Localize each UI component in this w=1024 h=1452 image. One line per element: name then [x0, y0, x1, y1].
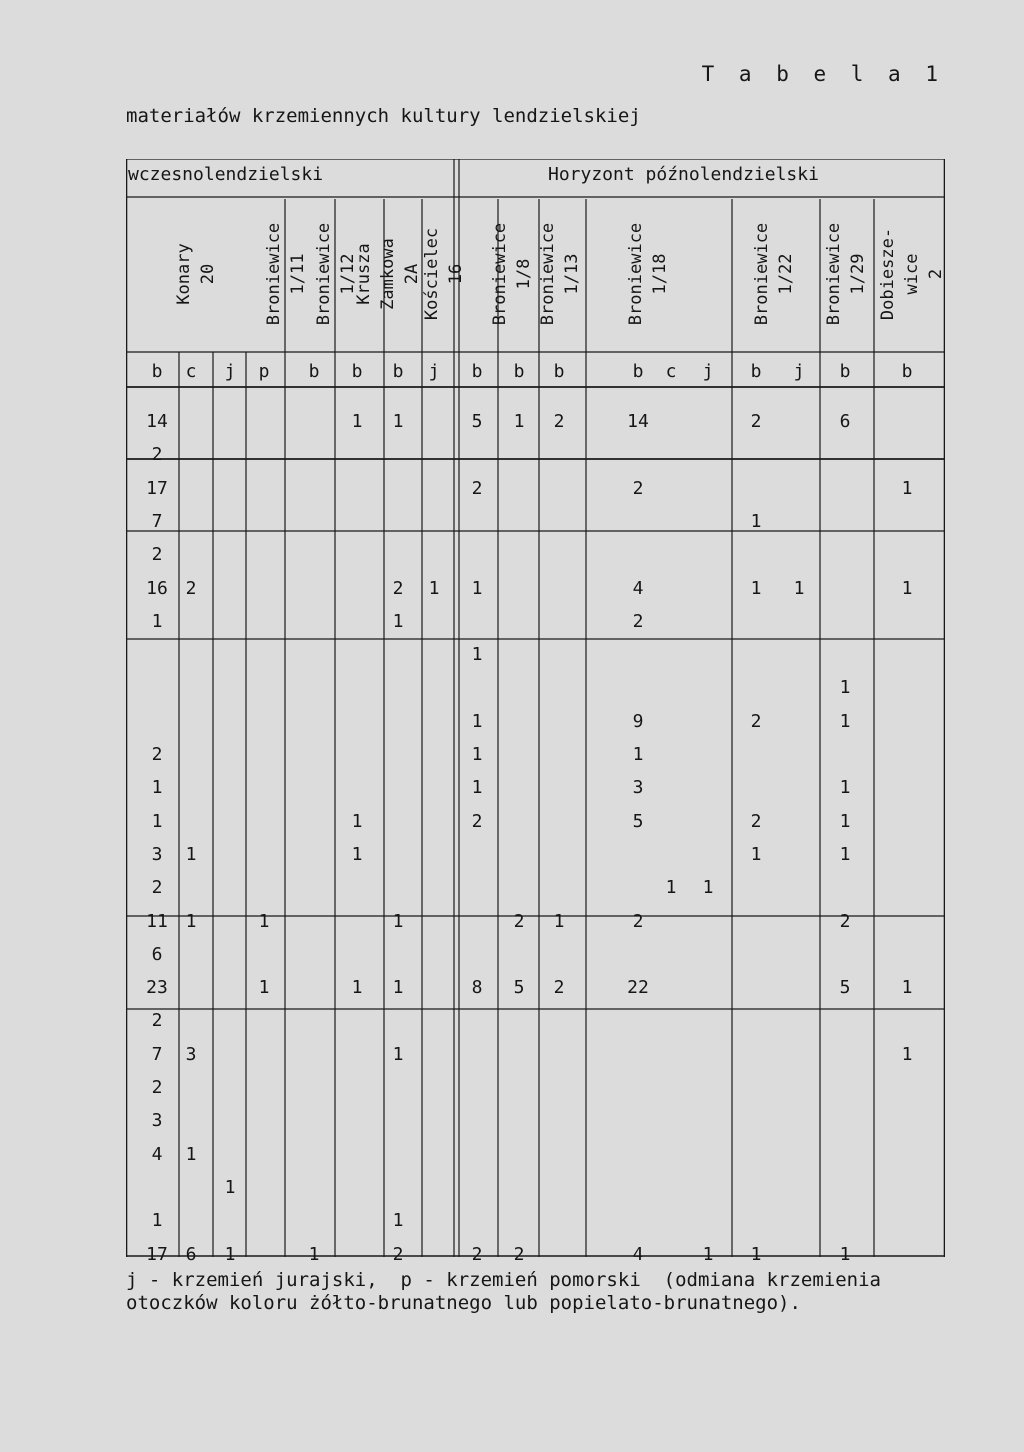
- table-cell: 1: [553, 910, 565, 932]
- table-cell: 7: [151, 1043, 163, 1065]
- code-cell: c: [665, 361, 677, 382]
- column-header-7: Broniewice 1/13: [538, 222, 582, 326]
- code-cell: j: [793, 361, 805, 382]
- group-early: wczesnolendzielski: [128, 164, 324, 185]
- table-cell: 1: [839, 710, 851, 732]
- code-cell: b: [392, 361, 404, 382]
- table-row: [126, 671, 945, 707]
- table-cell: 1: [185, 843, 197, 865]
- table-cell: 1: [308, 1243, 320, 1265]
- column-header-3: Broniewice 1/12: [314, 222, 358, 326]
- code-cell: c: [185, 361, 197, 382]
- table-cell: 1: [471, 777, 483, 799]
- table-cell: 16: [146, 577, 168, 599]
- column-header-2: Broniewice 1/11: [264, 222, 308, 326]
- table-cell: 1: [665, 877, 677, 899]
- table-cell: 5: [471, 411, 483, 432]
- table-cell: 1: [632, 744, 644, 765]
- code-cell: b: [513, 361, 525, 382]
- code-cell: b: [553, 361, 565, 382]
- code-cell: b: [632, 361, 644, 382]
- column-header-8: Broniewice 1/18: [626, 222, 670, 326]
- table-cell: 1: [793, 577, 805, 599]
- table-row: [126, 871, 945, 907]
- code-cell: b: [351, 361, 363, 382]
- table-cell: 1: [351, 977, 363, 999]
- table-cell: 1: [392, 1210, 404, 1232]
- table-cell: 1: [258, 910, 270, 932]
- table-cell: 6: [839, 411, 851, 432]
- table-cell: 1: [901, 977, 913, 999]
- column-header-1: Konary 20: [174, 243, 218, 305]
- footnote-line-2: otoczków koloru żółto-brunatnego lub popielato-brunatnego).: [126, 1292, 801, 1314]
- table-row: [126, 771, 945, 807]
- table-cell: 1: [185, 1143, 197, 1165]
- table-cell: 14: [627, 411, 649, 432]
- table-cell: 2: [750, 810, 762, 832]
- table-cell: 1: [258, 977, 270, 999]
- table-cell: 1: [351, 843, 363, 865]
- table-cell: 2: [151, 1077, 163, 1098]
- table-cell: 1: [702, 1243, 714, 1265]
- table-row: [126, 971, 945, 1007]
- table-row: [126, 405, 945, 441]
- table-cell: 2: [185, 577, 197, 599]
- table-number-label: T a b e l a 1: [701, 62, 944, 86]
- table-subtitle: materiałów krzemiennych kultury lendzielskiej: [126, 105, 641, 127]
- table-cell: 1: [151, 777, 163, 799]
- table-row: [126, 438, 945, 474]
- code-cell: b: [471, 361, 483, 382]
- table-row: [126, 1004, 945, 1040]
- table-cell: 3: [151, 843, 163, 865]
- table-cell: 1: [839, 777, 851, 799]
- column-header-9: Broniewice 1/22: [752, 222, 796, 326]
- table-row: [126, 538, 945, 574]
- table-row: [126, 572, 945, 608]
- table-cell: 2: [632, 610, 644, 632]
- table-cell: 17: [146, 477, 168, 499]
- table-cell: 2: [471, 1243, 483, 1265]
- code-cell: p: [258, 361, 270, 382]
- table-cell: 1: [392, 1043, 404, 1065]
- table-cell: 1: [392, 411, 404, 432]
- table-cell: 3: [632, 777, 644, 799]
- table-cell: 5: [839, 977, 851, 999]
- table-cell: 2: [392, 1243, 404, 1265]
- table-cell: 1: [750, 510, 762, 532]
- code-cell: j: [702, 361, 714, 382]
- table-row: [126, 705, 945, 741]
- table-cell: 1: [839, 1243, 851, 1265]
- table-row: [126, 1138, 945, 1174]
- table-cell: 1: [839, 843, 851, 865]
- table-cell: 22: [627, 977, 649, 999]
- table-row: [126, 1104, 945, 1140]
- table-cell: 1: [151, 1210, 163, 1232]
- table-cell: 2: [471, 810, 483, 832]
- table-cell: 1: [151, 610, 163, 632]
- column-header-6: Broniewice 1/8: [490, 222, 534, 326]
- table-cell: 1: [392, 610, 404, 632]
- code-cell: b: [151, 361, 163, 382]
- table-cell: 2: [471, 477, 483, 499]
- table-cell: 2: [151, 544, 163, 566]
- table-row: [126, 1171, 945, 1207]
- code-cell: j: [224, 361, 236, 382]
- table-cell: 2: [553, 977, 565, 999]
- table-cell: 7: [151, 510, 163, 532]
- table-cell: 2: [750, 411, 762, 432]
- table-cell: 2: [553, 411, 565, 432]
- table-cell: 4: [151, 1143, 163, 1165]
- table-cell: 6: [151, 943, 163, 965]
- table-row: [126, 838, 945, 874]
- table-cell: 1: [471, 644, 483, 666]
- table-cell: 4: [632, 577, 644, 599]
- table-cell: 1: [428, 577, 440, 599]
- table-cell: 1: [471, 710, 483, 732]
- code-cell: b: [750, 361, 762, 382]
- table-cell: 1: [224, 1176, 236, 1198]
- table-row: [126, 1038, 945, 1074]
- code-cell: b: [308, 361, 320, 382]
- code-cell: b: [839, 361, 851, 382]
- table-row: [126, 472, 945, 508]
- table-cell: 6: [185, 1243, 197, 1265]
- table-cell: 1: [839, 677, 851, 699]
- table-cell: 2: [151, 444, 163, 466]
- table-cell: 2: [151, 1010, 163, 1032]
- column-header-11: Dobiesze- wice 2: [878, 227, 946, 321]
- table-cell: 1: [750, 843, 762, 865]
- table-cell: 1: [351, 810, 363, 832]
- table-cell: 2: [151, 744, 163, 765]
- table-cell: 1: [513, 411, 525, 432]
- table-cell: 2: [839, 910, 851, 932]
- table-cell: 1: [901, 477, 913, 499]
- table-cell: 2: [392, 577, 404, 599]
- column-header-10: Broniewice 1/29: [824, 222, 868, 326]
- table-row: [126, 1071, 945, 1107]
- table-row: [126, 605, 945, 641]
- table-cell: 1: [901, 577, 913, 599]
- table-cell: 14: [146, 411, 168, 432]
- table-row: [126, 738, 945, 774]
- table-cell: 17: [146, 1243, 168, 1265]
- table-cell: 1: [185, 910, 197, 932]
- table-cell: 4: [632, 1243, 644, 1265]
- table-cell: 2: [632, 910, 644, 932]
- table-row: [126, 505, 945, 541]
- table-cell: 1: [151, 810, 163, 832]
- data-table: [126, 159, 946, 1265]
- table-cell: 1: [750, 577, 762, 599]
- table-cell: 2: [632, 477, 644, 499]
- table-cell: 2: [750, 710, 762, 732]
- table-cell: 23: [146, 977, 168, 999]
- table-cell: 1: [392, 910, 404, 932]
- footnote-line-1: j - krzemień jurajski, p - krzemień pomorski (odmiana krzemienia: [126, 1269, 881, 1291]
- table-row: [126, 805, 945, 841]
- table-cell: 2: [513, 910, 525, 932]
- footnote: [126, 1269, 881, 1315]
- table-cell: 2: [513, 1243, 525, 1265]
- code-cell: j: [428, 361, 440, 382]
- table-cell: 1: [392, 977, 404, 999]
- table-cell: 1: [224, 1243, 236, 1265]
- table-row: [126, 905, 945, 941]
- table-cell: 1: [471, 744, 483, 765]
- table-cell: 5: [632, 810, 644, 832]
- group-late: Horyzont późnolendzielski: [548, 164, 819, 185]
- table-row: [126, 1204, 945, 1240]
- column-header-4: Krusza Zamkowa 2A: [354, 238, 422, 310]
- table-cell: 1: [702, 877, 714, 899]
- table-cell: 1: [901, 1043, 913, 1065]
- table-cell: 1: [471, 577, 483, 599]
- table-cell: 11: [146, 910, 168, 932]
- table-cell: 3: [151, 1110, 163, 1132]
- table-cell: 1: [351, 411, 363, 432]
- table-cell: 1: [750, 1243, 762, 1265]
- table-row: [126, 638, 945, 674]
- table-row: [126, 938, 945, 974]
- table-cell: 1: [839, 810, 851, 832]
- table-cell: 5: [513, 977, 525, 999]
- table-cell: 2: [151, 877, 163, 899]
- table-cell: 8: [471, 977, 483, 999]
- code-cell: b: [901, 361, 913, 382]
- column-header-5: Kościelec 16: [422, 227, 466, 321]
- table-cell: 3: [185, 1043, 197, 1065]
- table-cell: 9: [632, 710, 644, 732]
